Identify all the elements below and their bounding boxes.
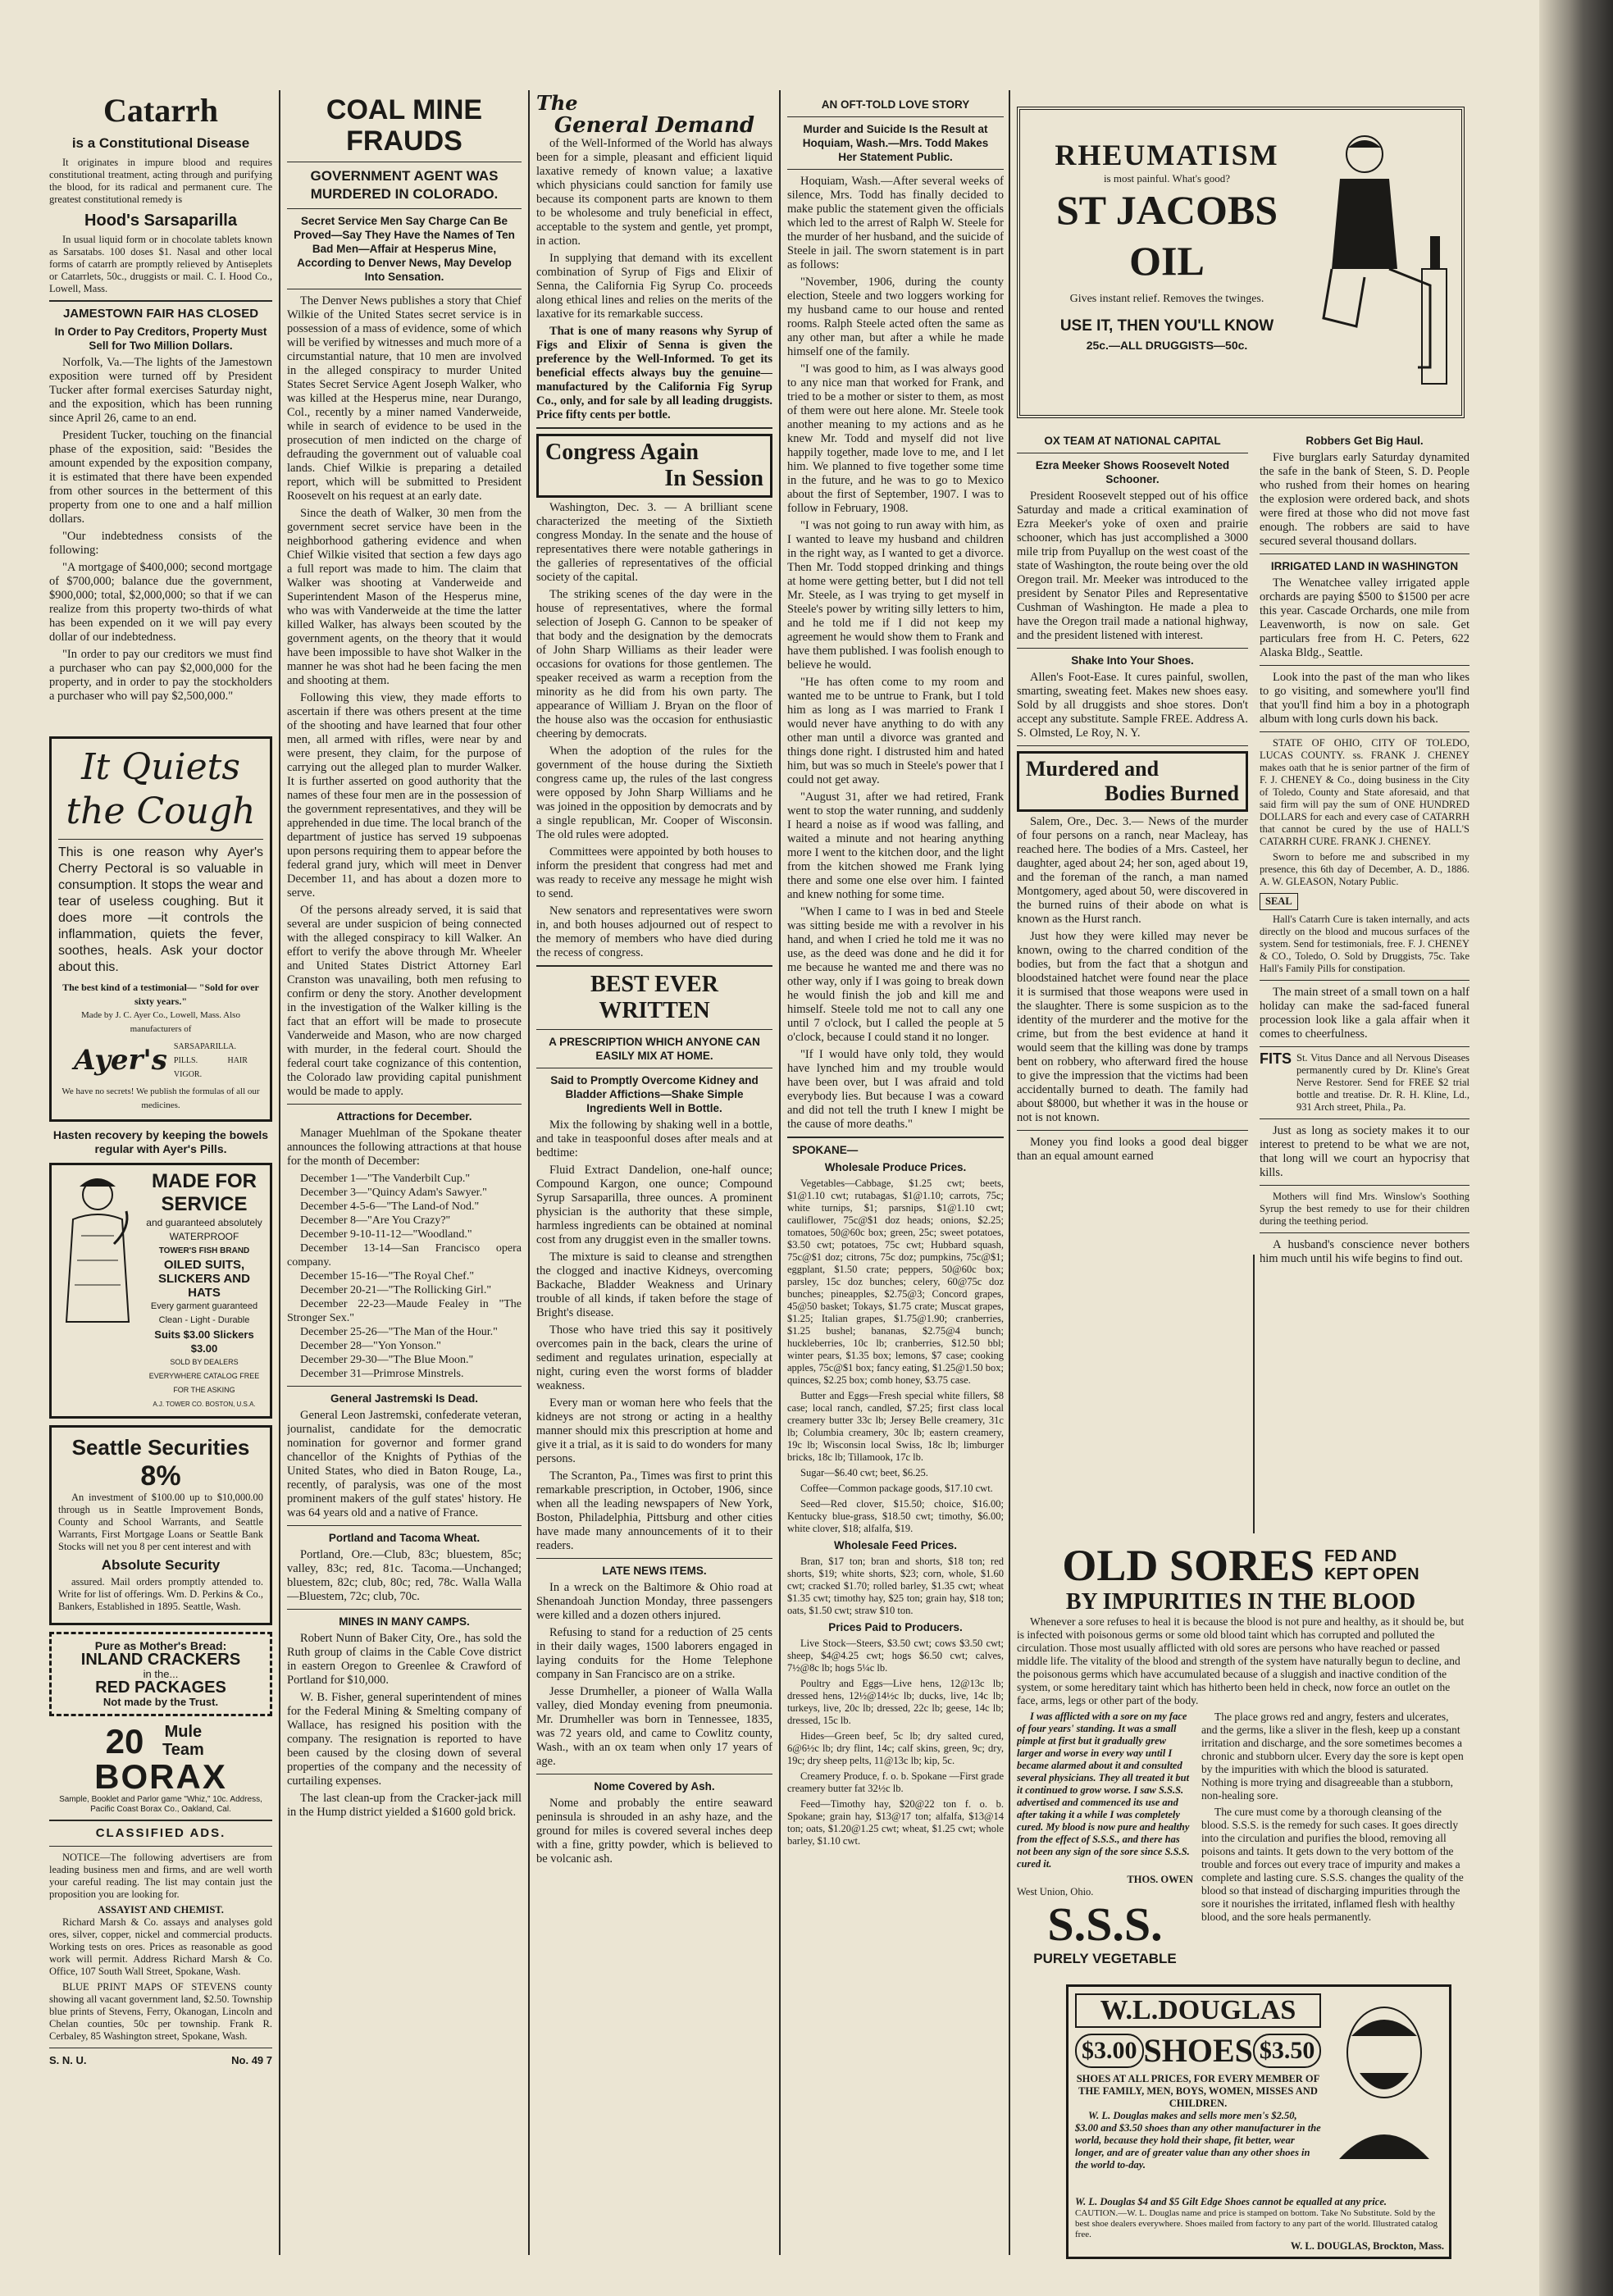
crackers-line1: Pure as Mother's Bread: bbox=[94, 1639, 227, 1652]
spokane-coffee: Coffee—Common package goods, $17.10 cwt. bbox=[800, 1483, 993, 1494]
murdered-headline-box bbox=[1017, 751, 1248, 812]
coal-p2: Since the death of Walker, 30 men from the government secret service have been in the neighborhood gathering evidence and when Chief Wilkie visited that section a few days ago a full report was made to him. The claim that Walker was shooting at Vanderweide and Superintendent Mason of the Hesperus mine, who was with Vanderweide at the time the latter killed Walker, has always been scouted by the government agents, on the theory that it would have been impossible to have shot Walker in the manner he was shot had he been facing the men and shooting at them. bbox=[287, 507, 522, 687]
bestever-deck2: Said to Promptly Overcome Kidney and Bladder Affictions—Shake Simple Ingredients Well in Bottle. bbox=[550, 1074, 759, 1114]
douglas-gilt: W. L. Douglas $4 and $5 Gilt Edge Shoes cannot be equalled at any price. bbox=[1075, 2196, 1387, 2207]
cheney-body: STATE OF OHIO, CITY OF TOLEDO, LUCAS COUNTY. ss. FRANK J. CHENEY makes oath that he is senior partner of the firm of F. J. CHENEY & Co., doing business in the City of Toledo, County and State aforesaid, and that said firm will pay the sum of ONE HUNDRED DOLLARS for each and every case of CATARRH that cannot be cured by the use of HALL'S CATARRH CURE. FRANK J. CHENEY. bbox=[1260, 737, 1469, 847]
tower-line4: Every garment guaranteed Clean - Light - Durable bbox=[150, 1301, 258, 1325]
man-rubbing-knee-illustration bbox=[1307, 121, 1455, 400]
catarrh-body: It originates in impure blood and requires constitutional treatment, acting through and purifying the blood, for its radical and permanent cure. The greatest constitutional remedy is bbox=[49, 157, 272, 205]
spokane-sugar: Sugar—$6.40 cwt; beet, $6.25. bbox=[800, 1467, 928, 1478]
wheat-body: Portland, Ore.—Club, 83c; bluestem, 85c; valley, 83c; red, 81c. Tacoma.—Unchanged; bluestem, 82c; club, 80c; red, 78c. Walla Walla—Bluestem, 72c; club, 70c. bbox=[287, 1548, 522, 1603]
ayers-products: SARSAPARILLA. PILLS. HAIR VIGOR. bbox=[173, 1042, 248, 1079]
latenews-p2: Refusing to stand for a reduction of 25 cents in their daily wages, 1500 laborers engaged in laying conduits for the Home Telephone company in San Francisco are on a strike. bbox=[536, 1626, 772, 1681]
ayers-title-2: the Cough bbox=[66, 790, 256, 832]
irrigated-body: The Wenatchee valley irrigated apple orchards are paying $500 to $1500 per acre this year. Cascade Orchards, one mile from Leavenworth, is now on sale. Get particulars free from H. C. Peters, 622 Alaska Bldg., Seattle. bbox=[1260, 576, 1469, 659]
borax-line1: Mule Team bbox=[162, 1723, 204, 1759]
bestever-p2: Fluid Extract Dandelion, one-half ounce; Compound Kargon, one ounce; Compound Syrup Sarsaparilla, three ounces. A prominent physician is the authority that these simple, harmless ingredients can be obtained at nominal cost from any druggist even in the smaller towns. bbox=[536, 1164, 772, 1246]
tower-maker: A.J. TOWER CO. BOSTON, U.S.A. bbox=[153, 1401, 256, 1408]
column-2 bbox=[287, 78, 522, 1823]
demand-body: of the Well-Informed of the World has always been for a simple, pleasant and efficient liquid laxative remedy of known value; a laxative which physicians could sanction for family use because its component parts are known to them to be wholesome and truly beneficial in effect, acceptable to the system and gentle, yet prompt, in action. bbox=[536, 137, 772, 248]
ayers-maker: Made by J. C. Ayer Co., Lowell, Mass. Also manufacturers of bbox=[81, 1010, 240, 1034]
cheney-body3: Hall's Catarrh Cure is taken internally, and acts directly on the blood and mucous surfaces of the system. Send for testimonials, free. F. J. CHENEY & CO., Toledo, O. Sold by Druggists, 75c. Take Hall's Family Pills for constipation. bbox=[1260, 913, 1469, 974]
borax-brand: BORAX bbox=[94, 1757, 227, 1796]
spokane-sub3: Prices Paid to Producers. bbox=[828, 1621, 963, 1633]
stjacobs-sub: is most painful. What's good? bbox=[1103, 172, 1231, 184]
sss-p1: Whenever a sore refuses to heal it is because the blood is not pure and healthy, as it should be, but is infected with poisonous germs or some old blood taint which has corrupted and polluted the circulation. Those most usually afflicted with old sores are persons who have reached or passed middle life. The vitality of the blood and strength of the system have naturally begun to decline, and the poisonous germs which have accumulated because of a sluggish and inactive condition of the system, or some hereditary taint which has hitherto been held in check, now force an outlet on the face, arms, legs or other part of the body. bbox=[1017, 1615, 1465, 1706]
bestever-p6: The Scranton, Pa., Times was first to print this remarkable prescription, in October, 1906, since when all the leading newspapers of New York, Boston, Philadelphia, Pittsburg and other cities have made many announcements of it to their readers. bbox=[536, 1469, 772, 1552]
robbers-headline: Robbers Get Big Haul. bbox=[1305, 435, 1424, 447]
crackers-line5: Not made by the Trust. bbox=[103, 1696, 219, 1708]
robbers-body: Five burglars early Saturday dynamited the safe in the bank of Steen, S. D. People who rushed from their homes on hearing the explosion were ordered back, and shots were fired at those who did not move fast enough. The robbers are said to have secured several thousand dollars. bbox=[1260, 451, 1469, 548]
borax-fine: Sample, Booklet and Parlor game "Whiz," 10c. Address, Pacific Coast Borax Co., Oakland, Cal. bbox=[59, 1795, 262, 1814]
fits-body: St. Vitus Dance and all Nervous Diseases permanently cured by Dr. Kline's Great Nerve Restorer. Send for FREE $2 trial bottle and treatise. Dr. R. H. Kline, Ld., 931 Arch street, Phila., Pa. bbox=[1296, 1052, 1469, 1113]
ayers-testimonial: The best kind of a testimonial— "Sold for over sixty years." bbox=[62, 982, 259, 1007]
love-p3: "I was good to him, as I was always good to any nice man that worked for Frank, and tried to be a mother or sister to them, as most of them were out here alone. Mr. Steele took another meaning to my actions and as he knew Mr. Todd and myself did not live happily together, made love to me, and I let him. We planned to five together some time in the future, and he was to go to Mexico about the first of September, 1907. I was to follow in February, 1908. bbox=[787, 362, 1004, 515]
tower-line3: OILED SUITS, SLICKERS AND HATS bbox=[158, 1258, 250, 1300]
demand-title2: General Demand bbox=[554, 113, 755, 138]
love-p1: Hoquiam, Wash.—After several weeks of silence, Mrs. Todd has finally decided to make public the statement given the officials which led to the arrest of Ralph W. Steele for the murder of her husband, and the suicide of Steele in jail. The sworn statement is in part as follows: bbox=[787, 175, 1004, 271]
love-headline: AN OFT-TOLD LOVE STORY bbox=[821, 98, 970, 111]
page-binding bbox=[1539, 0, 1613, 2296]
tower-line6: SOLD BY DEALERS EVERYWHERE CATALOG FREE FOR THE ASKING bbox=[148, 1358, 260, 1394]
jamestown-headline: JAMESTOWN FAIR HAS CLOSED bbox=[62, 307, 259, 321]
latenews-headline: LATE NEWS ITEMS. bbox=[602, 1565, 707, 1577]
column-rule bbox=[279, 90, 280, 2255]
catarrh-body2: In usual liquid form or in chocolate tablets known as Sarsatabs. 100 doses $1. Nasal and other local forms of catarrh are promptly relieved by Antiseplets or Catarrlets, 50c., druggists or mail. C. I. Hood Co., Lowell, Mass. bbox=[49, 234, 272, 294]
jamestown-deck: In Order to Pay Creditors, Property Must Sell for Two Million Dollars. bbox=[54, 326, 267, 352]
love-p5: "He has often come to my room and wanted me to be untrue to Frank, but I told him as long as I was married to Frank I would never have anything to do with any other man until a divorce was granted and things done right. I distrusted him and hated him, but was so much in Steele's power that I could not get away. bbox=[787, 676, 1004, 786]
classified-assay: Richard Marsh & Co. assays and analyses gold ores, silver, copper, nickel and commercial products. Working tests on ores. Prices as reasonable as good work will permit. Address Richard Marsh & Co. Office, 107 South Wall Street, Spokane, Wash. bbox=[49, 1916, 272, 1977]
congress-p2: The striking scenes of the day were in the house of representatives, where the formal selection of Joseph G. Cannon to be speaker of that body and the designation by the democrats of John Sharp Williams as their leader were occasions for ovations for those gentlemen. The speaker received as warm a reception from the minority as he did from his own party. The appearance of William J. Bryan on the floor of the house also was the occasion for enthusiastic cheering by democrats. bbox=[536, 588, 772, 740]
attraction-item: December 4-5-6—"The Land-of Nod." bbox=[300, 1200, 480, 1213]
mines-p1: Robert Nunn of Baker City, Ore., has sold the Ruth group of claims in the Cable Cove district in eastern Oregon to Greenlee & Crawford of Portland for $10,000. bbox=[287, 1632, 522, 1687]
congress-headline1: Congress Again bbox=[545, 440, 699, 465]
love-p7: "When I came to I was in bed and Steele was sitting beside me with a revolver in his hand, and when I cried he told me it was no use, as the deed was done and he did it for me because he wanted me and there was no other way, only if I was going to break down he would finish the job and kill me and himself. Steele told me not to call any one until 7 o'clock, but I called the people at 5 o'clock, because I could stand it no longer. bbox=[787, 905, 1004, 1044]
stjacobs-ad bbox=[1017, 107, 1465, 418]
column-5 bbox=[1017, 430, 1248, 1167]
jamestown-p1: Norfolk, Va.—The lights of the Jamestown exposition were turned off by President Tucker after formal exercises Saturday night, and the exposition, which has been running since April 26, came to an end. bbox=[49, 356, 272, 425]
spokane-feed: Bran, $17 ton; bran and shorts, $18 ton; red shorts, $19; white shorts, $23; corn, whole, $1.60 cwt; cracked $1.70; rolled barley, $1.35 cwt; wheat $1.35 cwt; timothy hay, $25 ton; grain hay, $18 ton; oats, $1.50 cwt; straw $10 ton. bbox=[787, 1556, 1004, 1616]
douglas-caution: CAUTION.—W. L. Douglas name and price is stamped on bottom. Take No Substitute. Sold by the best shoe dealers everywhere. Shoes mailed from factory to any part of the world. Illustrated catalog free. bbox=[1075, 2208, 1438, 2239]
jamestown-p3: "Our indebtedness consists of the following: bbox=[49, 530, 272, 557]
attraction-item: December 15-16—"The Royal Chef." bbox=[300, 1270, 475, 1282]
sss-brandsub: PURELY VEGETABLE bbox=[1033, 1951, 1177, 1966]
seattle-securities-ad bbox=[49, 1425, 272, 1625]
ayers-pills: Hasten recovery by keeping the bowels regular with Ayer's Pills. bbox=[52, 1128, 269, 1155]
coal-deck2: Secret Service Men Say Charge Can Be Proved—Say They Have the Names of Ten Bad Men—Affair at Hesperus Mine, According to Denver News, May Develop Into Sensation. bbox=[294, 215, 515, 283]
spokane-sub1: Wholesale Produce Prices. bbox=[824, 1161, 967, 1173]
spokane-butter: Butter and Eggs—Fresh special white fillers, $8 case; local ranch, candled, $7.25; first class local creamery butter 33c lb; Jersey Belle creamery, 31c lb; Columbia creamery, 30c lb; eastern creamery, 19c lb; Wisconsin local Swiss, 18c lb; limburger bricks, 18c lb; Tillamook, 17c lb. bbox=[787, 1390, 1004, 1463]
seattle-title: Seattle Securities bbox=[71, 1435, 250, 1460]
congress-headline-box bbox=[536, 434, 772, 498]
sss-side1: FED AND bbox=[1324, 1547, 1397, 1565]
seattle-body2: assured. Mail orders promptly attended to. Write for list of offerings. Wm. D. Perkins & Co., Bankers, Established in 1895. Seattle, Wash. bbox=[58, 1576, 263, 1612]
coal-p3: Following this view, they made efforts to ascertain if there was others present at the time of the shooting and have learned that four other men, all armed with rifles, were near by and were present, they claim, for the purpose of carrying out the alleged plan to murder Walker. It is further asserted on good authority that the names of these four men are in the possession of the government representatives, and they will be apprehended in due time. The local branch of the department of justice has served 19 subpoenas upon persons requiring them to appear before the federal grand jury, which will meet in Denver December 11, and has about a dozen more to serve. bbox=[287, 691, 522, 900]
attraction-item: December 25-26—"The Man of the Hour." bbox=[300, 1326, 498, 1338]
mines-p2: W. B. Fisher, general superintendent of mines for the Federal Mining & Smelting company of Wallace, has resigned his position with the company. The resignation is reported to have been caused by the closing down of several properties of the company and the necessity of curtailing expenses. bbox=[287, 1691, 522, 1788]
douglas-shoes: SHOES bbox=[1143, 2032, 1253, 2069]
stjacobs-title: RHEUMATISM bbox=[1055, 139, 1279, 171]
stage-body: The main street of a small town on a half holiday can make the sad-faced funeral procession look like a gala affair when it comes to cheerfulness. bbox=[1260, 986, 1469, 1041]
murdered-p2: Just how they were killed may never be known, owing to the charred condition of the bodies, but from the fact that a shotgun and bloodstained hatchet were found near the place it is surmised that those weapons were used in the slaughter. There is some suspicion as to the identity of the murderer and the motive for the crime, but from the best evidence at hand it would seem that the killing was done by tramps bent on robbery, who afterward fired the house to give the impression that the victims had been accidentally burned to death. The family had about $8000, but whether it was in the house or not is not known. bbox=[1017, 930, 1248, 1124]
bestever-p3: The mixture is said to cleanse and strengthen the clogged and inactive Kidneys, overcoming Backache, Bladder Weakness and Urinary trouble of all kinds, if taken before the stage of Bright's disease. bbox=[536, 1250, 772, 1319]
douglas-price1: $3.00 bbox=[1075, 2034, 1144, 2068]
seattle-absolute: Absolute Security bbox=[101, 1557, 221, 1573]
stjacobs-line1: Gives instant relief. Removes the twinges. bbox=[1069, 293, 1264, 305]
douglas-line1: SHOES AT ALL PRICES, FOR EVERY MEMBER OF THE FAMILY, MEN, BOYS, WOMEN, MISSES AND CHILDREN. bbox=[1076, 2073, 1320, 2109]
irrigated-headline: IRRIGATED LAND IN WASHINGTON bbox=[1270, 560, 1459, 572]
crackers-line4: RED PACKAGES bbox=[95, 1679, 226, 1697]
money-body: Money you find looks a good deal bigger than an equal amount earned bbox=[1017, 1136, 1248, 1163]
spokane-stock: Live Stock—Steers, $3.50 cwt; cows $3.50 cwt; sheep, $4@4.25 cwt; hogs $6.50 cwt; calves, 7½@8c lb; hogs 5¼c lb. bbox=[787, 1638, 1004, 1674]
stjacobs-brand: ST JACOBS OIL bbox=[1055, 187, 1278, 284]
classified-assay-head: ASSAYIST AND CHEMIST. bbox=[98, 1904, 224, 1916]
sss-sub: BY IMPURITIES IN THE BLOOD bbox=[1065, 1589, 1416, 1615]
attractions-list bbox=[287, 1172, 522, 1381]
catarrh-subtitle: is a Constitutional Disease bbox=[71, 135, 250, 151]
attractions-intro: Manager Muehlman of the Spokane theater announces the following attractions at that house for the month of December: bbox=[287, 1127, 522, 1168]
stjacobs-line2: USE IT, THEN YOU'LL KNOW bbox=[1059, 317, 1274, 335]
bestever-deck1: A PRESCRIPTION WHICH ANYONE CAN EASILY MIX AT HOME. bbox=[549, 1036, 760, 1062]
column-rule bbox=[1009, 90, 1010, 2255]
ayers-ad bbox=[49, 736, 272, 1122]
winslow-body: Mothers will find Mrs. Winslow's Soothing Syrup the best remedy to use for their children during the teething period. bbox=[1260, 1191, 1469, 1227]
column-4 bbox=[787, 78, 1004, 1851]
attraction-item: December 3—"Quincy Adam's Sawyer." bbox=[300, 1187, 487, 1199]
demand-body2: In supplying that demand with its excellent combination of Syrup of Figs and Elixir of Senna, the California Fig Syrup Co. proceeds along ethical lines and relies on the merits of the laxative for its remarkable success. bbox=[536, 252, 772, 321]
fisherman-illustration bbox=[57, 1170, 139, 1334]
attractions-headline: Attractions for December. bbox=[336, 1110, 472, 1123]
douglas-ad bbox=[1066, 1984, 1451, 2259]
douglas-body: W. L. Douglas makes and sells more men's $2.50, $3.00 and $3.50 shoes than any other manufacturer in the world, because they hold their shape, fit better, wear longer, and are of greater value than any other shoes in the world to-day. bbox=[1075, 2110, 1321, 2171]
column-3 bbox=[536, 78, 772, 1870]
catarrh-product: Hood's Sarsaparilla bbox=[84, 212, 237, 230]
love-p4: "I was not going to run away with him, as I wanted to leave my husband and children in the right way, as I wanted to get a divorce. Then Mr. Todd stopped drinking and things at home were getting better, but I did not tell Mr. Steele, as I was trying to get myself in Steele's power by writing silly letters to him, and he told me if I did not keep my agreement he would show them to Frank and have them published. I was foolish enough to believe he would. bbox=[787, 519, 1004, 672]
bestever-p5: Every man or woman here who feels that the kidneys are not strong or acting in a healthy manner should mix this prescription at home and give it a trial, as it is said to do wonders for many persons. bbox=[536, 1396, 772, 1465]
seattle-rate: 8% bbox=[140, 1460, 181, 1492]
borax-num: 20 bbox=[105, 1721, 144, 1761]
wheat-headline: Portland and Tacoma Wheat. bbox=[328, 1532, 481, 1544]
sss-ad bbox=[1017, 1542, 1465, 1968]
attraction-item: December 29-30—"The Blue Moon." bbox=[300, 1354, 474, 1366]
cheney-body2: Sworn to before me and subscribed in my presence, this 6th day of December, A. D., 1886. A. W. GLEASON, Notary Public. bbox=[1260, 851, 1469, 887]
jastremski-body: General Leon Jastremski, confederate veteran, journalist, candidate for the democratic nomination for governor and former grand chancellor of the Knights of Pythias of the United States, who died in Baton Rouge, La., recently, of paralysis, was one of the most prominent makers of the gulf states' history. He was 64 years old and a native of France. bbox=[287, 1409, 522, 1519]
attraction-item: December 9-10-11-12—"Woodland." bbox=[300, 1228, 472, 1241]
crackers-line2: INLAND CRACKERS bbox=[80, 1651, 241, 1669]
attraction-item: December 1—"The Vanderbilt Cup." bbox=[300, 1173, 471, 1185]
latenews-p3: Jesse Drumheller, a pioneer of Walla Walla valley, died Monday evening from pneumonia. Mr. Drumheller was born in Tennessee, 1835, was 72 years old, and came to Cowlitz county, Wash., with an ox team when only 17 years of age. bbox=[536, 1685, 772, 1768]
conscience-body: A husband's conscience never bothers him much until his wife begins to find out. bbox=[1260, 1238, 1469, 1265]
column-1 bbox=[49, 78, 272, 2067]
footer-right: No. 49 7 bbox=[231, 2054, 272, 2066]
catarrh-title: Catarrh bbox=[103, 92, 218, 129]
spokane-headline: SPOKANE— bbox=[792, 1144, 859, 1156]
sss-p2: The place grows red and angry, festers and ulcerates, and the germs, like a sliver in the flesh, keep up a constant irritation and discharge, and the sore sometimes becomes a chronic and stubborn ulcer. Every day the sore is kept open by the impurities with which the blood is saturated. Nothing is more trying and disagreeable than a stubborn, non-healing sore. bbox=[1201, 1711, 1464, 1802]
murdered-headline1: Murdered and bbox=[1026, 757, 1160, 781]
spokane-produce: Vegetables—Cabbage, $1.25 cwt; beets, $1@1.10 cwt; rutabagas, $1@1.10; carrots, 75c; white turnips, $1; parsnips, $1@1.10 cwt; cauliflower, 75c@$1 doz heads; onions, $2.25; tomatoes, 50@60c box; green, 25c; sweet potatoes, $3.50 cwt; potatoes, 75c cwt; Hubbard squash, 75c@$1 doz; citrons, 75c doz; pumpkins, 75c@$1; eggplant, $1.50 crate; peppers, 50@60c box; parsley, 15c doz bunches; celery, 60@75c doz bunches; pineapples, $2.75@3; Concord grapes, 45@50 basket; Tokays, $1.75 crate; Muscat grapes, $1.25; Italian grapes, $1.75@1.90; cranberries, $1.25 bushel; bananas, $2.75@4 bunch; huckleberries, 10c lb; cranberries, $12.50 bbl; winter pears, $1.35 box; lemons, $7 case; cooking apples, 75c@$1 box; fancy eating, $1.25@1.50 box; quinces, $2.25 box; comb honey, $3.75 case. bbox=[787, 1178, 1004, 1386]
column-rule bbox=[779, 90, 781, 2255]
oxteam-body: President Roosevelt stepped out of his office Saturday and made a critical examination of Ezra Meeker's yoke of oxen and prairie schooner, which has just accomplished a 3000 mile trip from Puyallup on the west coast of the state of Washington, the route being over the old Oregon trail. Mr. Meeker was introduced to the president by Senator Piles and Representative Cushman of Washington. He made a plea to have the Oregon trail made a national highway, and the president listened with interest. bbox=[1017, 490, 1248, 642]
jamestown-p2: President Tucker, touching on the financial phase of the exposition, said: "Besides the amount expended by the exposition company, it is estimated that there have been expended from other sources in the betterment of this property from one to one and a half million dollars. bbox=[49, 429, 272, 526]
jastremski-headline: General Jastremski Is Dead. bbox=[330, 1392, 479, 1405]
spokane-feedf: Feed—Timothy hay, $20@22 ton f. o. b. Spokane; grain hay, $13@17 ton; alfalfa, $13@14 ton; oats, $1.20@1.25 cwt; wheat, $1.25 cwt; whole barley, $1.10 cwt. bbox=[787, 1798, 1004, 1847]
congress-p4: Committees were appointed by both houses to inform the president that congress had met and was ready to receive any message he might wish to send. bbox=[536, 845, 772, 900]
ash-headline: Nome Covered by Ash. bbox=[594, 1780, 715, 1793]
attraction-item: December 28—"Yon Yonson." bbox=[300, 1340, 441, 1352]
ayers-brand: Ayer's bbox=[74, 1044, 167, 1077]
column-6 bbox=[1260, 430, 1469, 1269]
ayers-title-1: It Quiets bbox=[81, 746, 240, 788]
portrait-illustration bbox=[1327, 1995, 1442, 2159]
congress-p1: Washington, Dec. 3. — A brilliant scene characterized the meeting of the Sixtieth congress Monday. In the senate and the house of representatives there were notable gatherings in the galleries of representatives of the official society of the capital. bbox=[536, 501, 772, 584]
inland-crackers-ad bbox=[49, 1632, 272, 1716]
classified-maps: BLUE PRINT MAPS OF STEVENS county showing all vacant government land, $2.50. Township blue prints of Stevens, Ferry, Okanogan, Lincoln and Chelan counties, 50c per township. Frank R. Cerbaley, 85 Washington street, Spokane, Wash. bbox=[49, 1981, 272, 2042]
sss-testimonial: I was afflicted with a sore on my face of four years' standing. It was a small pimple at first but it gradually grew larger and worse in every way until I became alarmed about it and consulted several physicians. They all treated it but it continued to grow worse. I saw S.S.S. advertised and commenced its use and after taking it a while I was completely cured. My blood is now pure and healthy from the effect of S.S.S., and there has not been any sign of the sore since S.S.S. cured it. bbox=[1017, 1711, 1190, 1870]
sss-place: West Union, Ohio. bbox=[1017, 1886, 1094, 1897]
bestever-p4: Those who have tried this say it positively overcomes pain in the back, clears the urine of sediment and regulates urination, especially at night, curing even the worst forms of bladder weakness. bbox=[536, 1323, 772, 1392]
douglas-signer: W. L. DOUGLAS, Brockton, Mass. bbox=[1290, 2240, 1444, 2252]
tower-line2: and guaranteed absolutely WATERPROOF bbox=[146, 1217, 262, 1242]
sss-side2: KEPT OPEN bbox=[1324, 1565, 1419, 1583]
oxteam-deck: Ezra Meeker Shows Roosevelt Noted Schooner. bbox=[1035, 459, 1230, 485]
attraction-item: December 8—"Are You Crazy?" bbox=[300, 1214, 451, 1227]
coal-p4: Of the persons already served, it is said that several are under suspicion of being connected with the alleged conspiracy to kill Walker. An effort to verify the above through Mr. Wheeler and United States District Attorney Earl Cranston was unavailing, both men refusing to confirm or deny the story. Another development in the investigation of the Walker killing is the fact that an effort will be made to prosecute Vanderweide and Mason, who are now charged with murder, in the federal court. Should the federal court take cognizance of this contention, the Colorado law providing capital punishment would be made to apply. bbox=[287, 904, 522, 1098]
spokane-seed: Seed—Red clover, $15.50; choice, $16.00; Kentucky blue-grass, $18.50 cwt; timothy, $6.00; white clover, $18; alfalfa, $19. bbox=[787, 1498, 1004, 1534]
bestever-headline: BEST EVER WRITTEN bbox=[590, 972, 718, 1023]
fits-label: FITS bbox=[1260, 1050, 1292, 1067]
attraction-item: December 22-23—Maude Fealey in "The Stronger Sex." bbox=[287, 1298, 522, 1324]
jamestown-p5: "In order to pay our creditors we must find a purchaser who can pay $2,000,000 for the property, and in order to pay the stockholders a purchaser who will pay $2,500,000." bbox=[49, 648, 272, 703]
love-p6: "August 31, after we had retired, Frank went to stop the water running, and suddenly I heard a noise as if wood was falling, and waited a minute and not hearing anything more I went to the kitchen door, and the light from the kitchen showed me Frank lying there and some one else over him. I fainted and knew nothing for some time. bbox=[787, 790, 1004, 901]
oxteam-headline: OX TEAM AT NATIONAL CAPITAL bbox=[1044, 435, 1221, 447]
demand-body3: That is one of many reasons why Syrup of Figs and Elixir of Senna is given the preference by the Well-Informed. To get its beneficial effects always buy the genuine—manufactured by the California Fig Syrup Co., only, and for sale by all leading druggists. Price fifty cents per bottle. bbox=[536, 325, 772, 421]
shake-headline: Shake Into Your Shoes. bbox=[1071, 654, 1194, 667]
crackers-line3: in the... bbox=[143, 1668, 179, 1680]
shake-body: Allen's Foot-Ease. It cures painful, swollen, smarting, sweating feet. Makes new shoes easy. Sold by all druggists and shoe stores. Don't accept any substitute. Sample FREE. Address A. S. Olmsted, Le Roy, N. Y. bbox=[1017, 671, 1248, 740]
sss-title: OLD SORES bbox=[1062, 1542, 1315, 1590]
murdered-p1: Salem, Ore., Dec. 3.— News of the murder of four persons on a ranch, near Macleay, has reached here. The bodies of a Mrs. Casteel, her daughter, aged about 24; her son, aged about 19, and the foreman of the ranch, a man named Montgomery, aged about 50, were discovered in the burned ruins of their abode on what is known as the Hurst ranch. bbox=[1017, 815, 1248, 926]
spokane-sub2: Wholesale Feed Prices. bbox=[833, 1539, 958, 1551]
ayers-secret: We have no secrets! We publish the formulas of all our medicines. bbox=[62, 1086, 260, 1110]
attraction-item: December 20-21—"The Rollicking Girl." bbox=[300, 1284, 492, 1296]
classified-notice: NOTICE—The following advertisers are from leading business men and firms, and are well worth your careful reading. The list may contain just the proposition you are looking for. bbox=[49, 1852, 272, 1900]
congress-p5: New senators and representatives were sworn in, and both houses adjourned out of respect to the memory of members who have died during the recess of congress. bbox=[536, 904, 772, 959]
tower-brand: TOWER'S FISH BRAND bbox=[158, 1246, 250, 1255]
cheney-seal: SEAL bbox=[1260, 893, 1298, 910]
look-body: Look into the past of the man who likes to go visiting, and somewhere you'll find that you'll find him a boy in a photograph album with long curls down his back. bbox=[1260, 671, 1469, 726]
stjacobs-line3: 25c.—ALL DRUGGISTS—50c. bbox=[1086, 339, 1248, 352]
sss-signer: THOS. OWEN bbox=[1127, 1874, 1193, 1885]
latenews-p1: In a wreck on the Baltimore & Ohio road at Shenandoah Junction Monday, three passengers were killed and a dozen others injured. bbox=[536, 1581, 772, 1622]
attraction-item: December 31—Primrose Minstrels. bbox=[300, 1368, 464, 1380]
society-body: Just as long as society makes it to our interest to pretend to be what we are not, that long will we court an hypocrisy that kills. bbox=[1260, 1124, 1469, 1179]
ayers-body: This is one reason why Ayer's Cherry Pectoral is so valuable in consumption. It stops the wear and tear of useless coughing. But it does more —it controls the inflammation, quiets the fever, soothes, heals. Ask your doctor about this. bbox=[58, 845, 263, 974]
column-rule bbox=[528, 90, 530, 2255]
sss-p3: The cure must come by a thorough cleansing of the blood. S.S.S. is the remedy for such cases. It goes directly into the circulation and purifies the blood, removing all poisons and taints. It gets down to the very bottom of the trouble and forces out every trace of impurity and makes a complete and lasting cure. S.S.S. changes the quality of the blood so that instead of discharging impurities through the sore it nourishes the irritated, inflamed flesh with healthy blood, and the sore heals permanently. bbox=[1201, 1806, 1464, 1923]
coal-deck1: GOVERNMENT AGENT WAS MURDERED IN COLORADO. bbox=[310, 168, 499, 202]
coal-p1: The Denver News publishes a story that Chief Wilkie of the United States secret service is in possession of a mass of evidence, some of which will be verified by witnesses and much more of a circumstantial nature, that 10 men are involved in the alleged conspiracy to murder United States Secret Service Agent Joseph Walker, who was killed at the Hesperus mine, near Durango, Col., recently by a miner named Vanderweide, while in search of evidence to be used in the prosecution of men indicted on the charge of defrauding the government out of valuable coal lands. Chief Wilkie is preparing a detailed report, which will be submitted to President Roosevelt on his request at an early date. bbox=[287, 294, 522, 503]
tower-ad bbox=[49, 1163, 272, 1419]
seattle-body: An investment of $100.00 up to $10,000.00 through us in Seattle Improvement Bonds, County and School Warrants, and Seattle Warrants, First Mortgage Loans or Seattle Bank Stocks will net you 8 per cent interest and with bbox=[58, 1492, 263, 1552]
sss-p4 bbox=[1017, 1967, 1465, 1968]
mines-headline: MINES IN MANY CAMPS. bbox=[339, 1615, 470, 1628]
coal-headline: COAL MINE FRAUDS bbox=[326, 94, 483, 157]
spokane-poultry: Poultry and Eggs—Live hens, 12@13c lb; dressed hens, 12½@14½c lb; ducks, live, 14c lb; turkeys, live, 20c lb; dressed, 22c lb; geese, 14c lb; dressed, 15c lb. bbox=[787, 1678, 1004, 1726]
sss-brand: S.S.S. bbox=[1047, 1897, 1163, 1951]
jamestown-p4: "A mortgage of $400,000; second mortgage of $700,000; balance due the government, $900,000; total, $2,000,000; so that if we can realize from this property two-thirds of what has been expended on it we will pay every dollar of our indebtedness. bbox=[49, 561, 272, 644]
classified-title: CLASSIFIED ADS. bbox=[95, 1826, 226, 1840]
murdered-headline2: Bodies Burned bbox=[1105, 781, 1239, 805]
borax-ad bbox=[49, 1723, 272, 1815]
tower-line1: MADE FOR SERVICE bbox=[152, 1170, 257, 1215]
douglas-brand: W.L.DOUGLAS bbox=[1075, 1993, 1321, 2028]
love-p2: "November, 1906, during the county election, Steele and two loggers working for my husband came to our house and rented rooms. Ralph Steele acted often the same as any other man, but after a while he made himself one of the family. bbox=[787, 276, 1004, 358]
footer-left: S. N. U. bbox=[49, 2054, 87, 2066]
love-deck: Murder and Suicide Is the Result at Hoquiam, Wash.—Mrs. Todd Makes Her Statement Public. bbox=[802, 123, 989, 163]
attraction-item: December 13-14—San Francisco opera company. bbox=[287, 1242, 522, 1269]
demand-title1: The bbox=[536, 91, 578, 115]
congress-headline2: In Session bbox=[664, 466, 763, 491]
ash-body: Nome and probably the entire seaward peninsula is shrouded in an ashy haze, and the ground for miles is covered several inches deep with a fine, gritty powder, which is believed to be volcanic ash. bbox=[536, 1797, 772, 1866]
column-rule bbox=[1253, 1255, 1255, 1533]
spokane-creamery: Creamery Produce, f. o. b. Spokane —First grade creamery butter fat 32½c lb. bbox=[787, 1770, 1004, 1794]
douglas-price2: $3.50 bbox=[1253, 2034, 1322, 2068]
tower-line5: Suits $3.00 Slickers $3.00 bbox=[154, 1328, 254, 1355]
mines-p3: The last clean-up from the Cracker-jack mill in the Hump district yielded a $1600 gold brick. bbox=[287, 1792, 522, 1819]
bestever-p1: Mix the following by shaking well in a bottle, and take in teaspoonful doses after meals and at bedtime: bbox=[536, 1118, 772, 1159]
spokane-hides: Hides—Green beef, 5c lb; dry salted cured, 6@6½c lb; dry flint, 14c; calf skins, green, 9c; dry, 19c; dry sheep pelts, 11@13c lb; kip, 5c. bbox=[787, 1730, 1004, 1766]
love-p8: "If I would have only told, they would have lynched him and my trouble would have been over, but I was afraid and told everybody lies. But because I was a coward and did not tell the truth I knew I might be the cause of more deaths." bbox=[787, 1048, 1004, 1131]
congress-p3: When the adoption of the rules for the government of the house during the Sixtieth congress came up, the rules of the last congress were opposed by John Sharp Williams and he was joined in the opposition by democrats and by a single republican, Mr. Cooper of Wisconsin. The old rules were adopted. bbox=[536, 745, 772, 841]
